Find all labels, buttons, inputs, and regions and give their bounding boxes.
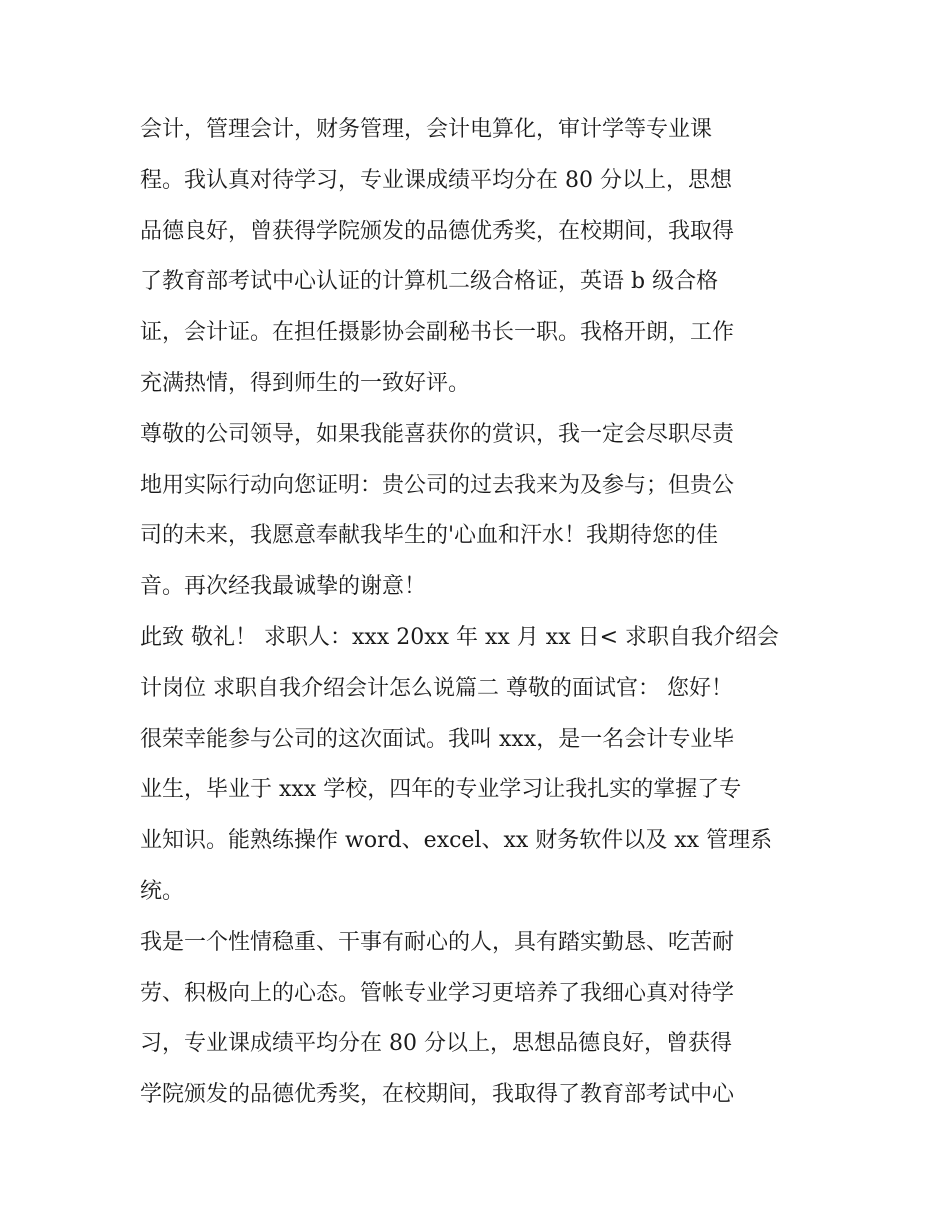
text-line: 尊敬的公司领导，如果我能喜获你的赏识，我一定会尽职尽责: [140, 421, 735, 447]
text-line: 学院颁发的品德优秀奖，在校期间，我取得了教育部考试中心: [140, 1082, 735, 1108]
text-line: 很荣幸能参与公司的这次面试。我叫 xxx，是一名会计专业毕: [140, 726, 735, 752]
text-line: 习，专业课成绩平均分在 80 分以上，思想品德良好，曾获得: [140, 1031, 732, 1057]
text-line: 地用实际行动向您证明：贵公司的过去我来为及参与；但贵公: [140, 472, 735, 498]
text-line: 计岗位 求职自我介绍会计怎么说篇二 尊敬的面试官： 您好！: [140, 675, 733, 701]
text-line: 充满热情，得到师生的一致好评。: [140, 370, 471, 396]
text-line: 司的未来，我愿意奉献我毕生的'心血和汗水！我期待您的佳: [140, 523, 719, 549]
text-line: 业知识。能熟练操作 word、excel、xx 财务软件以及 xx 管理系: [140, 828, 773, 854]
document-body: [140, 105, 812, 1121]
text-line: 品德良好，曾获得学院颁发的品德优秀奖，在校期间，我取得: [140, 218, 735, 244]
text-line: 业生，毕业于 xxx 学校，四年的专业学习让我扎实的掌握了专: [140, 777, 742, 803]
text-line: 音。再次经我最诚挚的谢意！: [140, 574, 427, 600]
text-line: 劳、积极向上的心态。管帐专业学习更培养了我细心真对待学: [140, 980, 735, 1006]
text-line: 程。我认真对待学习，专业课成绩平均分在 80 分以上，思想: [140, 167, 732, 193]
text-line: 了教育部考试中心认证的计算机二级合格证，英语 b 级合格: [140, 269, 719, 295]
text-line: 证，会计证。在担任摄影协会副秘书长一职。我格开朗，工作: [140, 320, 735, 346]
text-line: 统。: [140, 878, 185, 904]
text-line: 此致 敬礼！ 求职人：xxx 20xx 年 xx 月 xx 日< 求职自我介绍会: [140, 624, 780, 650]
text-line: 会计，管理会计，财务管理，会计电算化，审计学等专业课: [140, 117, 713, 142]
text-line: 我是一个性情稳重、干事有耐心的人，具有踏实勤恳、吃苦耐: [140, 929, 735, 955]
